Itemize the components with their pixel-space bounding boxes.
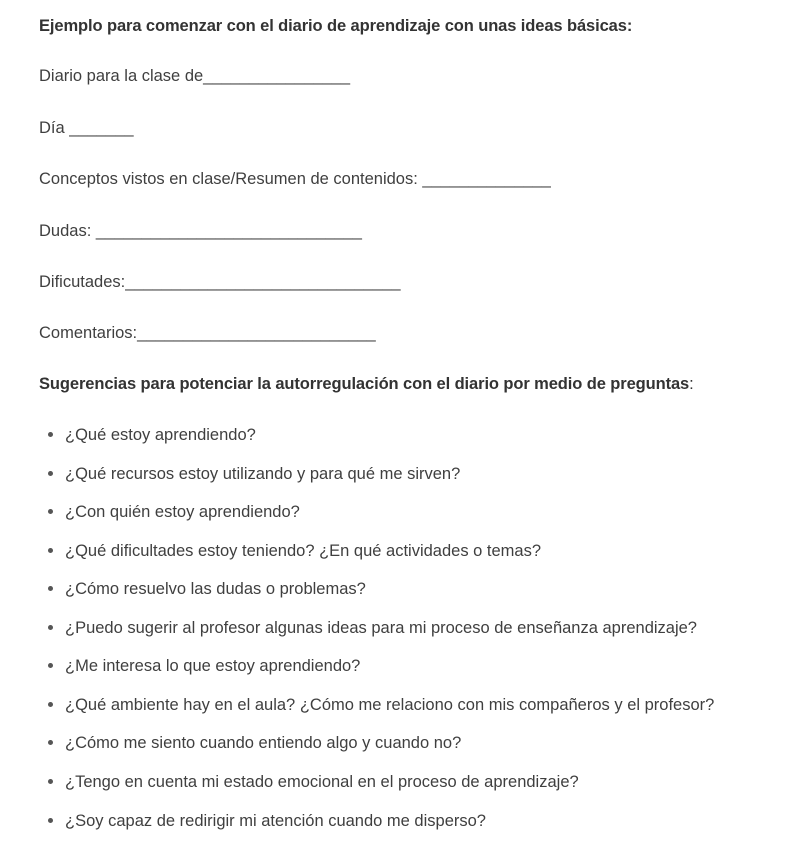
bullet-icon bbox=[48, 625, 53, 630]
list-item bbox=[48, 773, 579, 792]
question-text: ¿Con quién estoy aprendiendo? bbox=[65, 503, 300, 521]
list-item bbox=[48, 465, 460, 484]
question-text: ¿Cómo resuelvo las dudas o problemas? bbox=[65, 580, 366, 598]
question-text: ¿Me interesa lo que estoy aprendiendo? bbox=[65, 657, 361, 675]
field-difficulties: Dificutades:______________________________ bbox=[39, 273, 401, 291]
question-text: ¿Qué ambiente hay en el aula? ¿Cómo me relaciono con mis compañeros y el profesor? bbox=[65, 696, 715, 714]
list-item bbox=[48, 503, 300, 522]
section-heading-self-regulation-colon: : bbox=[689, 375, 694, 393]
bullet-icon bbox=[48, 471, 53, 476]
field-day: Día _______ bbox=[39, 119, 134, 137]
bullet-icon bbox=[48, 663, 53, 668]
list-item bbox=[48, 812, 486, 831]
bullet-icon bbox=[48, 586, 53, 591]
list-item bbox=[48, 426, 256, 445]
list-item bbox=[48, 696, 714, 715]
question-text: ¿Qué recursos estoy utilizando y para qué me sirven? bbox=[65, 465, 461, 483]
section-heading-self-regulation-text: Sugerencias para potenciar la autorregulación con el diario por medio de preguntas bbox=[39, 375, 690, 393]
list-item bbox=[48, 657, 360, 676]
bullet-icon bbox=[48, 432, 53, 437]
question-text: ¿Qué dificultades estoy teniendo? ¿En qué actividades o temas? bbox=[65, 542, 542, 560]
bullet-icon bbox=[48, 740, 53, 745]
question-text: ¿Soy capaz de redirigir mi atención cuando me disperso? bbox=[65, 812, 486, 830]
field-comments: Comentarios:__________________________ bbox=[39, 324, 376, 342]
list-item bbox=[48, 580, 366, 599]
bullet-icon bbox=[48, 702, 53, 707]
bullet-icon bbox=[48, 509, 53, 514]
question-text: ¿Tengo en cuenta mi estado emocional en el proceso de aprendizaje? bbox=[65, 773, 579, 791]
bullet-icon bbox=[48, 779, 53, 784]
list-item bbox=[48, 734, 461, 753]
question-text: ¿Qué estoy aprendiendo? bbox=[65, 426, 256, 444]
section-heading-self-regulation bbox=[39, 375, 694, 394]
field-doubts: Dudas: _____________________________ bbox=[39, 222, 362, 240]
list-item bbox=[48, 542, 541, 561]
question-text: ¿Puedo sugerir al profesor algunas ideas para mi proceso de enseñanza aprendizaje? bbox=[65, 619, 697, 637]
bullet-icon bbox=[48, 548, 53, 553]
field-class-journal: Diario para la clase de________________ bbox=[39, 67, 350, 85]
section-heading-basic-ideas: Ejemplo para comenzar con el diario de aprendizaje con unas ideas básicas: bbox=[39, 17, 633, 35]
question-text: ¿Cómo me siento cuando entiendo algo y cuando no? bbox=[65, 734, 462, 752]
list-item bbox=[48, 619, 697, 638]
field-concepts: Conceptos vistos en clase/Resumen de contenidos: ______________ bbox=[39, 170, 551, 188]
bullet-icon bbox=[48, 818, 53, 823]
